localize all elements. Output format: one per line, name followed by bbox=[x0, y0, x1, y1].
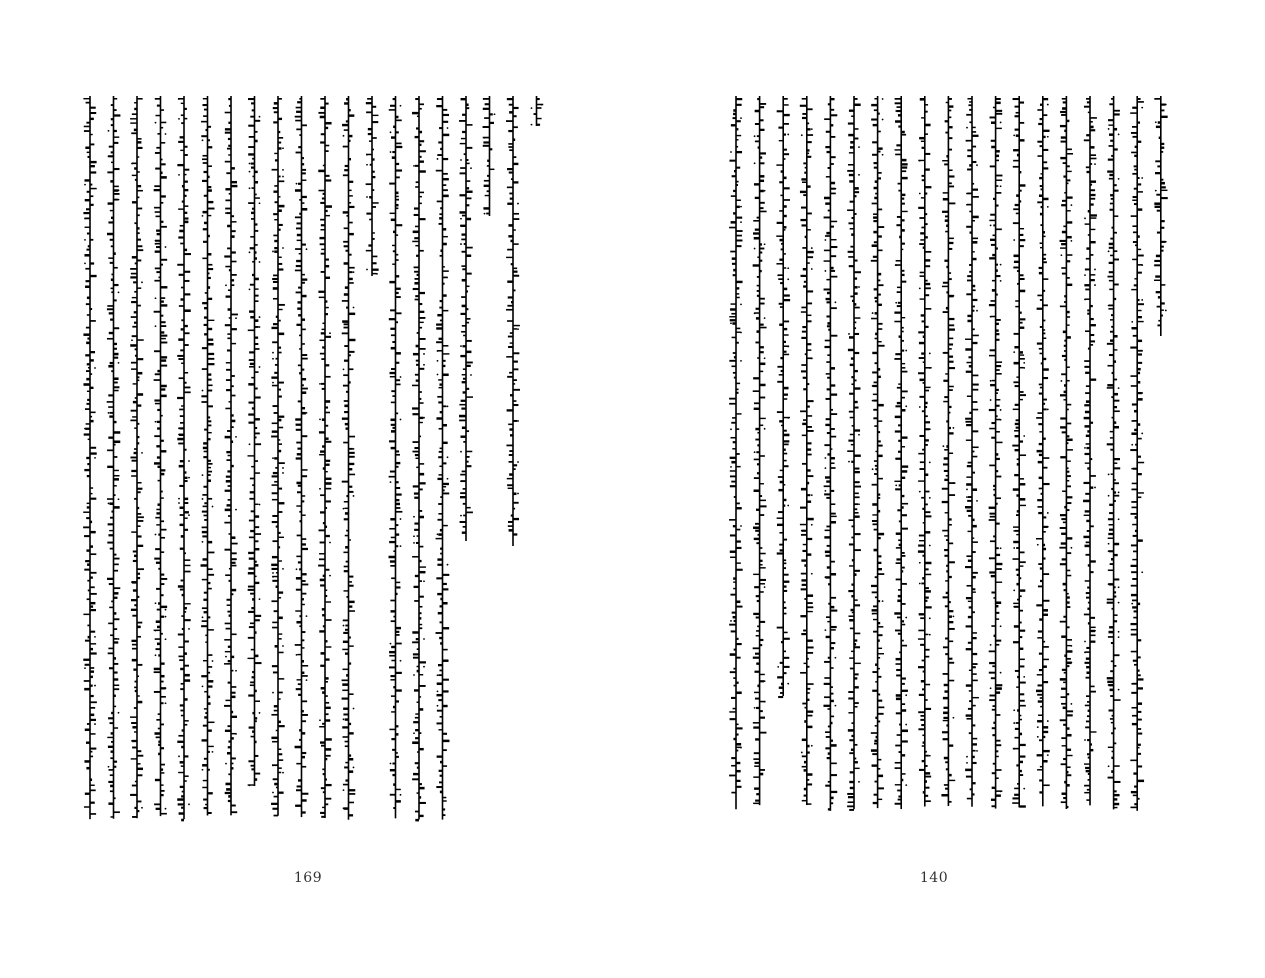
script-column bbox=[459, 96, 473, 541]
script-column bbox=[1083, 96, 1097, 805]
script-column bbox=[1012, 96, 1026, 808]
right-page bbox=[632, 0, 1265, 978]
script-column bbox=[83, 96, 97, 819]
script-column bbox=[506, 96, 520, 546]
script-column bbox=[366, 96, 379, 276]
script-column bbox=[800, 96, 814, 805]
script-column bbox=[201, 96, 215, 815]
left-page-text-columns bbox=[80, 96, 550, 826]
script-column bbox=[436, 96, 450, 820]
script-column bbox=[965, 96, 979, 807]
script-column bbox=[412, 96, 426, 821]
script-column bbox=[753, 96, 767, 805]
script-column bbox=[389, 96, 403, 818]
right-page-number: 140 bbox=[919, 870, 949, 886]
script-column bbox=[295, 96, 309, 817]
script-column bbox=[1154, 96, 1168, 336]
script-column bbox=[1036, 96, 1050, 806]
script-column bbox=[1130, 96, 1144, 811]
script-column bbox=[318, 96, 332, 818]
script-column bbox=[177, 96, 191, 821]
script-column bbox=[483, 96, 496, 216]
script-column bbox=[271, 96, 285, 816]
script-column bbox=[107, 96, 121, 819]
script-column bbox=[1107, 96, 1121, 809]
script-column bbox=[989, 96, 1003, 809]
script-column bbox=[130, 96, 144, 818]
script-column bbox=[729, 96, 743, 809]
script-column bbox=[154, 96, 168, 816]
script-column bbox=[871, 96, 885, 808]
script-column bbox=[918, 96, 932, 806]
script-column bbox=[342, 96, 356, 820]
script-column bbox=[941, 96, 955, 806]
script-column bbox=[1059, 96, 1073, 809]
script-column bbox=[894, 96, 908, 809]
left-page-number: 169 bbox=[293, 870, 323, 886]
script-column bbox=[224, 96, 238, 815]
script-column bbox=[248, 96, 262, 786]
script-column bbox=[847, 96, 861, 811]
script-column bbox=[531, 96, 544, 126]
right-page-text-columns bbox=[726, 96, 1186, 816]
script-column bbox=[823, 96, 837, 811]
script-column bbox=[776, 96, 790, 698]
left-page bbox=[0, 0, 632, 978]
